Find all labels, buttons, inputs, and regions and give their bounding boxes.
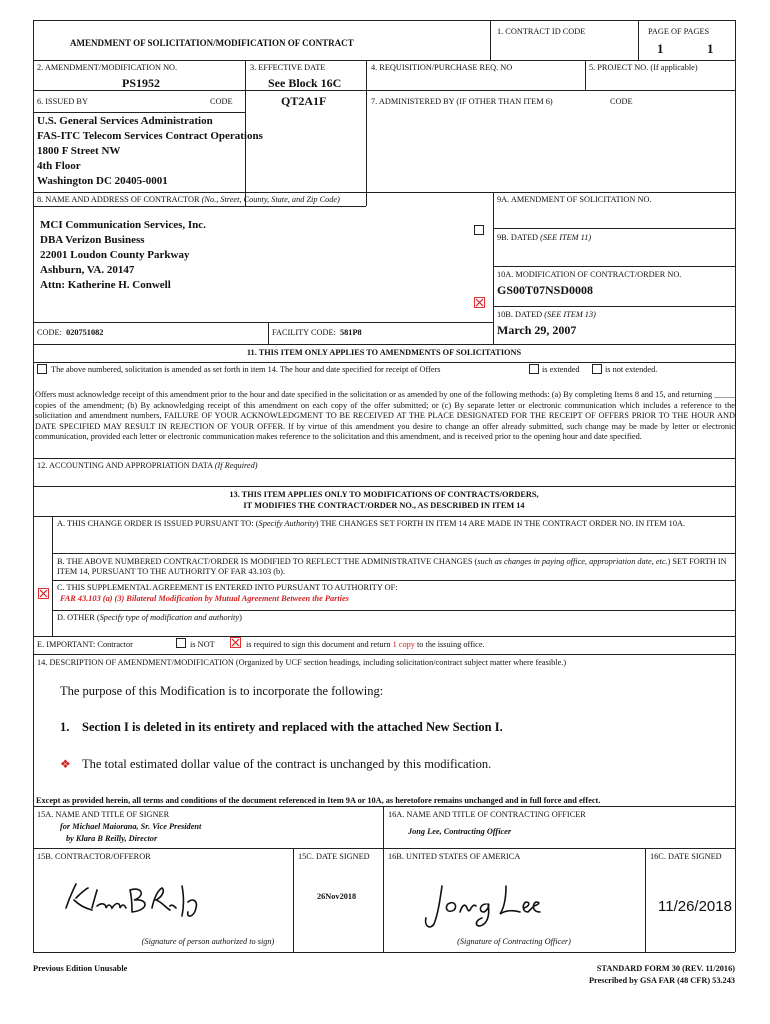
page-number: 1 bbox=[657, 41, 664, 56]
contractor-code: CODE: 020751082 bbox=[37, 328, 104, 337]
item11-paragraph: Offers must acknowledge receipt of this amendment prior to the hour and date specified in the solicitation or as amended by one of the following methods: (a) By completing Items 8 and 15, and returning _____ copies of the amendment; (b) By acknowledging receipt of this amendment on each copy of the offer submitted; or (c) By separate letter or electronic communication which includes a reference to the solicitation and amendment numbers, FAILURE OF YOUR ACKNOWLEDGMENT TO BE RECEIVED AT THE PLACE DESIGNATED FOR THE RECEIPT OF OFFERS PRIOR TO THE HOUR AND DATE SPECIFIED MAY RESULT IN REJECTION OF YOUR OFFER. If by virtue of this amendment you desire to change an offer already submitted, such change may be made by letter or electronic communication, provided each letter or electronic communication makes reference to the solicitation and this amendment, and is received prior to the opening hour and date specified. bbox=[35, 390, 735, 442]
checkbox-not-extended[interactable] bbox=[592, 364, 602, 374]
issued-by-code-value[interactable]: QT2A1F bbox=[281, 94, 327, 108]
16b-usa-label: 16B. UNITED STATES OF AMERICA bbox=[388, 852, 521, 861]
effective-date-label: 3. EFFECTIVE DATE bbox=[250, 63, 326, 72]
checkbox-9a[interactable] bbox=[474, 225, 484, 235]
10b-dated-label: 10B. DATED (SEE ITEM 13) bbox=[497, 310, 596, 319]
contracting-officer-signature[interactable] bbox=[420, 880, 550, 932]
contracting-officer-value[interactable]: Jong Lee, Contracting Officer bbox=[408, 827, 512, 836]
footer-previous-edition: Previous Edition Unusable bbox=[33, 964, 128, 973]
item13-heading-2: IT MODIFIES THE CONTRACT/ORDER NO., AS DESCRIBED IN ITEM 14 bbox=[243, 501, 525, 510]
amendment-no-value[interactable]: PS1952 bbox=[122, 76, 161, 90]
description-label: 14. DESCRIPTION OF AMENDMENT/MODIFICATION (Organized by UCF section headings, including solicitation/contract subject matter where feasible.) bbox=[37, 658, 567, 667]
section-i-text: Section I is deleted in its entirety and replaced with the attached New Section I. bbox=[82, 720, 503, 734]
16c-date-value[interactable]: 11/26/2018 bbox=[658, 898, 732, 915]
administered-by-label: 7. ADMINISTERED BY (IF OTHER THAN ITEM 6) bbox=[371, 97, 553, 106]
15c-date-value[interactable]: 26Nov2018 bbox=[317, 892, 357, 901]
facility-code: FACILITY CODE: 581P8 bbox=[272, 328, 362, 337]
signer-line-1[interactable]: for Michael Maiorana, Sr. Vice President bbox=[60, 822, 202, 831]
15c-date-label: 15C. DATE SIGNED bbox=[298, 852, 370, 861]
item11-line: The above numbered, solicitation is amended as set forth in item 14. The hour and date specified for receipt of Offers bbox=[51, 365, 441, 374]
issued-by-code-label: CODE bbox=[210, 97, 233, 106]
9b-dated-label: 9B. DATED (SEE ITEM 11) bbox=[497, 233, 592, 242]
amendment-no-label: 2. AMENDMENT/MODIFICATION NO. bbox=[37, 63, 178, 72]
form-title: AMENDMENT OF SOLICITATION/MODIFICATION OF CONTRACT bbox=[70, 38, 354, 48]
officer-signature-caption: (Signature of Contracting Officer) bbox=[457, 937, 571, 946]
not-extended-label: is not extended. bbox=[605, 365, 658, 374]
amendment-of-solicitation-label: 9A. AMENDMENT OF SOLICITATION NO. bbox=[497, 195, 652, 204]
item13-d: D. OTHER (Specify type of modification and authority) bbox=[57, 613, 242, 622]
signer-label: 15A. NAME AND TITLE OF SIGNER bbox=[37, 810, 170, 819]
purpose-text: The purpose of this Modification is to incorporate the following: bbox=[60, 684, 384, 698]
modification-no-value[interactable]: GS00T07NSD0008 bbox=[497, 283, 594, 297]
page-of-pages-label: PAGE OF PAGES bbox=[648, 27, 710, 36]
checkbox-is-required-checked[interactable] bbox=[230, 637, 241, 648]
16c-date-label: 16C. DATE SIGNED bbox=[650, 852, 722, 861]
checkbox-is-not[interactable] bbox=[176, 638, 186, 648]
check-x-icon bbox=[39, 589, 48, 598]
check-x-icon bbox=[231, 638, 240, 647]
checkbox-extended[interactable] bbox=[529, 364, 539, 374]
diamond-bullet-icon: ❖ bbox=[60, 757, 71, 771]
footer-form-number: STANDARD FORM 30 (REV. 11/2016) bbox=[596, 964, 735, 973]
10b-dated-value[interactable]: March 29, 2007 bbox=[497, 323, 577, 337]
contractor-signature-caption: (Signature of person authorized to sign) bbox=[141, 937, 275, 946]
signer-line-2[interactable]: by Klara B Reilly, Director bbox=[66, 834, 158, 843]
dollar-value-text: The total estimated dollar value of the contract is unchanged by this modification. bbox=[82, 757, 492, 771]
footer-prescribed: Prescribed by GSA FAR (48 CFR) 53.243 bbox=[588, 976, 735, 985]
issuer-address: U.S. General Services Administration FAS-ITC Telecom Services Contract Operations 1800 F Street NW 4th Floor Washington DC 20405-0001 bbox=[37, 115, 263, 187]
item13-b: B. THE ABOVE NUMBERED CONTRACT/ORDER IS MODIFIED TO REFLECT THE ADMINISTRATIVE CHANGES (such as changes in paying office, appropriation date, etc.) SET FORTH IN ITEM 14, PURSUANT TO THE AUTHORITY OF FAR 43.103 (b). bbox=[57, 557, 727, 576]
contractor-offeror-label: 15B. CONTRACTOR/OFFEROR bbox=[37, 852, 151, 861]
page-count: 1 bbox=[707, 41, 714, 56]
important-label: E. IMPORTANT: Contractor bbox=[37, 640, 133, 649]
contractor-signature[interactable] bbox=[62, 878, 212, 920]
accounting-label: 12. ACCOUNTING AND APPROPRIATION DATA (If Required) bbox=[37, 461, 258, 470]
item13-c-authority[interactable]: FAR 43.103 (a) (3) Bilateral Modification by Mutual Agreement Between the Parties bbox=[60, 594, 349, 603]
contracting-officer-label: 16A. NAME AND TITLE OF CONTRACTING OFFICER bbox=[388, 810, 586, 819]
checkbox-10a-checked[interactable] bbox=[474, 297, 485, 308]
checkbox-13c-checked[interactable] bbox=[38, 588, 49, 599]
is-required-text: is required to sign this document and return 1 copy to the issuing office. bbox=[246, 640, 485, 649]
item13-c: C. THIS SUPPLEMENTAL AGREEMENT IS ENTERED INTO PURSUANT TO AUTHORITY OF: bbox=[57, 583, 398, 592]
item-number: 1. bbox=[60, 720, 70, 734]
administered-by-code-label: CODE bbox=[610, 97, 633, 106]
project-no-label: 5. PROJECT NO. (If applicable) bbox=[589, 63, 698, 72]
is-not-label: is NOT bbox=[190, 640, 215, 649]
issued-by-label: 6. ISSUED BY bbox=[37, 97, 88, 106]
extended-label: is extended bbox=[542, 365, 580, 374]
effective-date-value[interactable]: See Block 16C bbox=[268, 76, 342, 90]
except-text: Except as provided herein, all terms and conditions of the document referenced in Item 9A or 10A, as heretofore remains unchanged and in full force and effect. bbox=[36, 796, 601, 805]
item11-heading: 11. THIS ITEM ONLY APPLIES TO AMENDMENTS OF SOLICITATIONS bbox=[246, 348, 522, 357]
contractor-label: 8. NAME AND ADDRESS OF CONTRACTOR (No., Street, County, State, and Zip Code) bbox=[37, 195, 340, 204]
checkbox-item11[interactable] bbox=[37, 364, 47, 374]
contract-id-label: 1. CONTRACT ID CODE bbox=[497, 27, 586, 36]
item13-a: A. THIS CHANGE ORDER IS ISSUED PURSUANT TO: (Specify Authority) THE CHANGES SET FORTH IN ITEM 14 ARE MADE IN THE CONTRACT ORDER NO. IN ITEM 10A. bbox=[57, 519, 686, 528]
modification-no-label: 10A. MODIFICATION OF CONTRACT/ORDER NO. bbox=[497, 270, 682, 279]
check-x-icon bbox=[475, 298, 484, 307]
requisition-label: 4. REQUISITION/PURCHASE REQ. NO bbox=[371, 63, 513, 72]
contractor-address[interactable]: MCI Communication Services, Inc. DBA Verizon Business 22001 Loudon County Parkway Ashburn, VA. 20147 Attn: Katherine H. Conwell bbox=[40, 219, 206, 291]
item13-heading-1: 13. THIS ITEM APPLIES ONLY TO MODIFICATIONS OF CONTRACTS/ORDERS, bbox=[229, 490, 539, 499]
